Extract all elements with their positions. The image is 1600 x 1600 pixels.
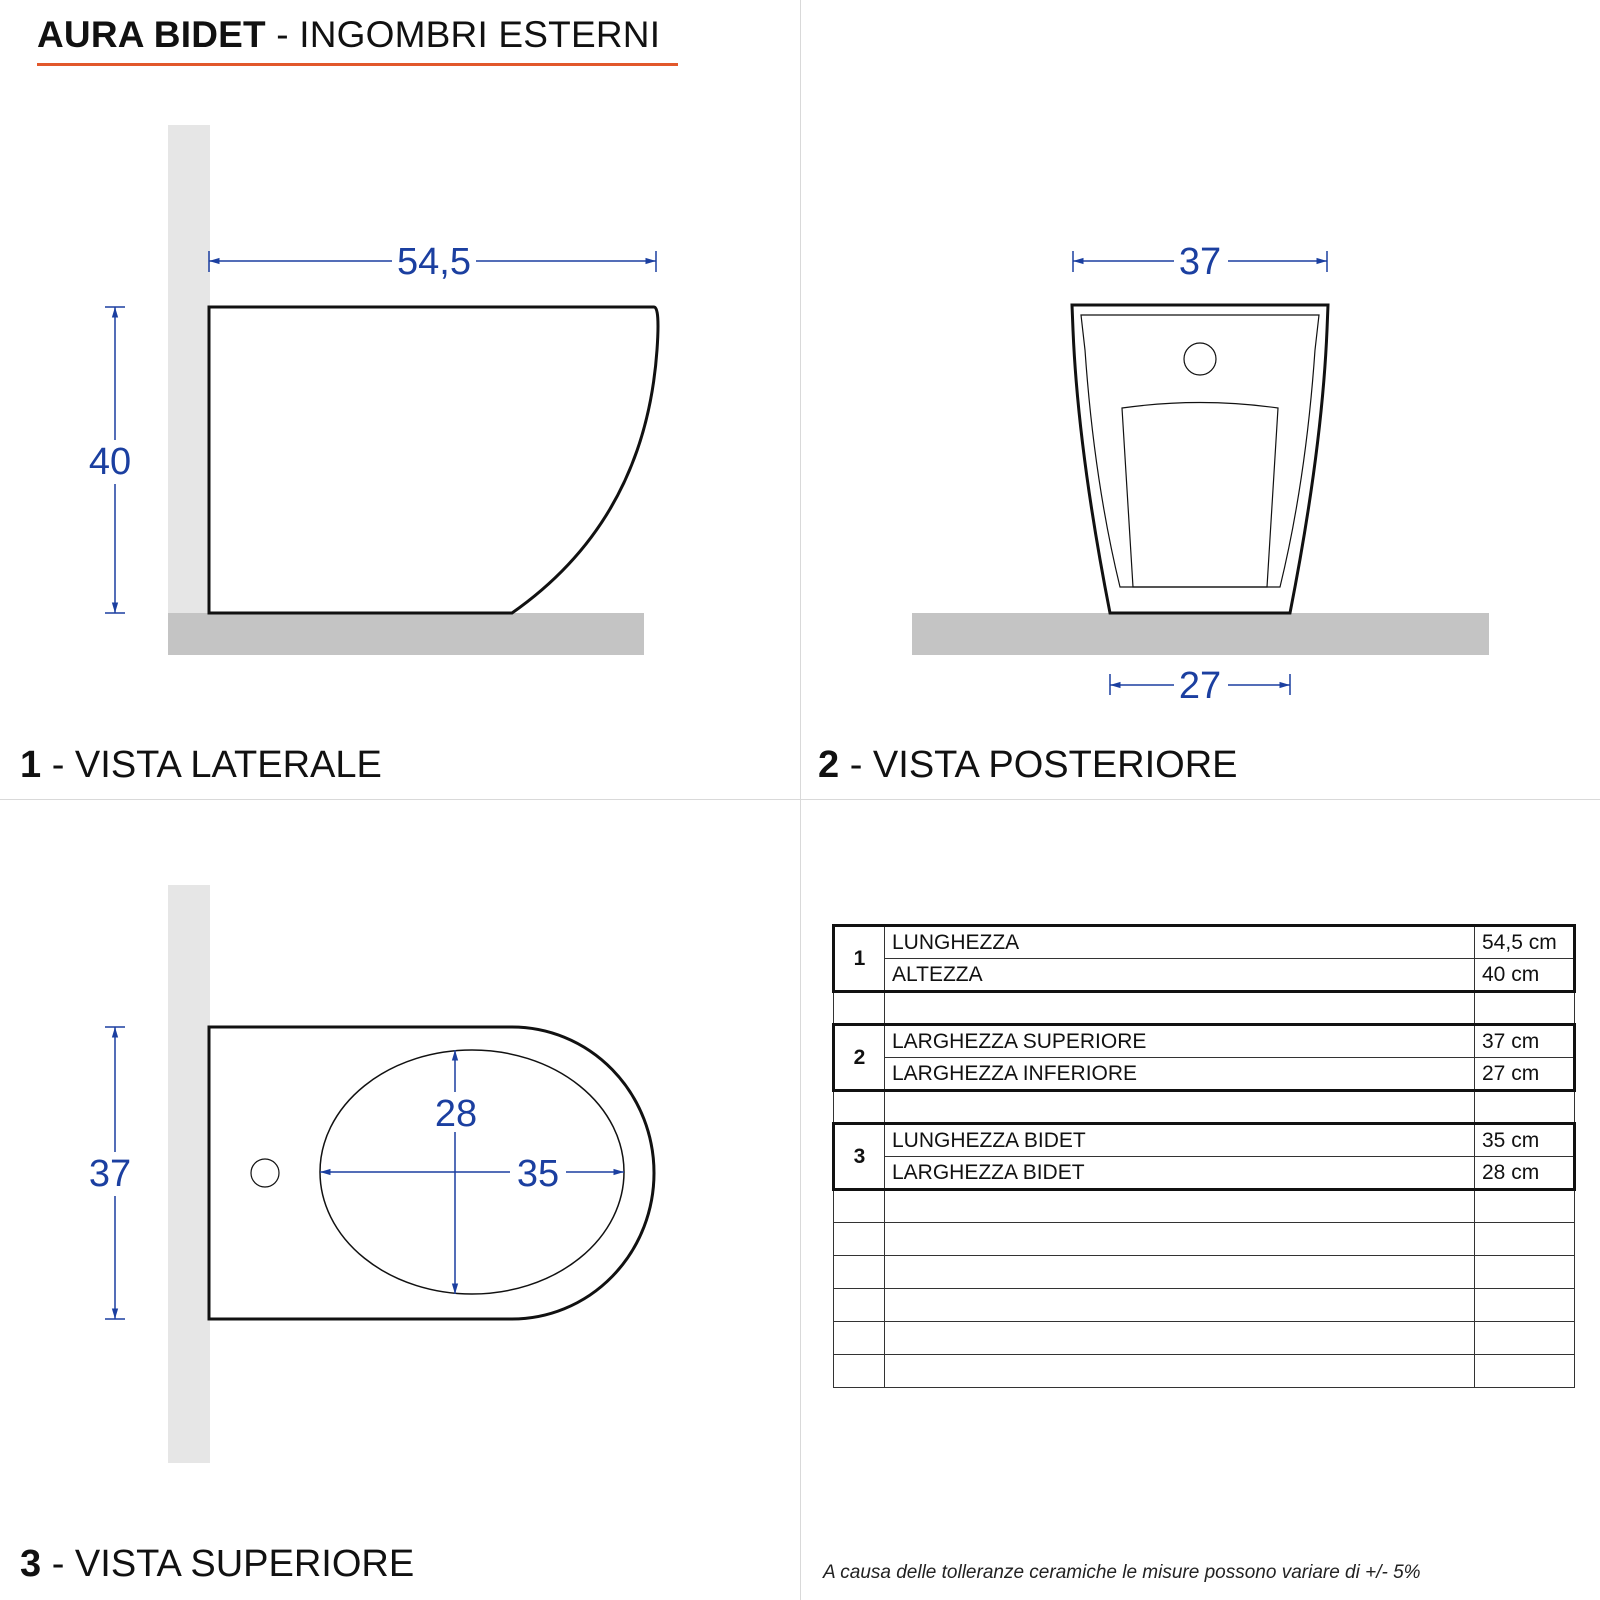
rear-view <box>912 240 1489 707</box>
floor <box>912 613 1489 655</box>
row-label: LARGHEZZA INFERIORE <box>885 1058 1475 1091</box>
top-width-label: 37 <box>1178 241 1222 283</box>
top-view <box>86 885 654 1463</box>
dimensions-table <box>832 924 1576 1388</box>
table-row-empty <box>834 1256 1575 1289</box>
table-row-empty <box>834 1091 1575 1124</box>
row-value: 40 cm <box>1475 959 1575 992</box>
table-row-empty <box>834 1223 1575 1256</box>
product-name: AURA BIDET <box>37 14 266 55</box>
view-label-side: 1 - VISTA LATERALE <box>20 744 382 786</box>
wall <box>168 125 210 613</box>
side-view <box>86 125 658 655</box>
height-label: 40 <box>88 441 132 483</box>
length-label: 54,5 <box>397 241 471 283</box>
group-number: 1 <box>834 926 885 992</box>
row-label: LUNGHEZZA <box>885 926 1475 959</box>
wall <box>168 885 210 1463</box>
table-row <box>834 1157 1575 1190</box>
row-label: LUNGHEZZA BIDET <box>885 1124 1475 1157</box>
view-label-top: 3 - VISTA SUPERIORE <box>20 1543 415 1585</box>
table-row <box>834 1124 1575 1157</box>
bidet-side-outline <box>209 307 658 613</box>
bowl-length-label: 35 <box>516 1153 560 1195</box>
row-label: LARGHEZZA SUPERIORE <box>885 1025 1475 1058</box>
group-number: 2 <box>834 1025 885 1091</box>
tap-hole-icon <box>1184 343 1216 375</box>
table-row <box>834 926 1575 959</box>
floor <box>168 613 644 655</box>
table-row <box>834 1025 1575 1058</box>
table-row-empty <box>834 1355 1575 1388</box>
bowl-width-label: 28 <box>434 1093 478 1135</box>
table-row <box>834 959 1575 992</box>
row-value: 35 cm <box>1475 1124 1575 1157</box>
row-value: 37 cm <box>1475 1025 1575 1058</box>
table-row-empty <box>834 1322 1575 1355</box>
row-value: 54,5 cm <box>1475 926 1575 959</box>
row-label: ALTEZZA <box>885 959 1475 992</box>
top-width-label: 37 <box>88 1153 132 1195</box>
view-label-rear: 2 - VISTA POSTERIORE <box>818 744 1238 786</box>
table-row-empty <box>834 992 1575 1025</box>
table-row <box>834 1058 1575 1091</box>
bottom-width-label: 27 <box>1178 665 1222 707</box>
tap-hole-icon <box>251 1159 279 1187</box>
row-value: 28 cm <box>1475 1157 1575 1190</box>
row-value: 27 cm <box>1475 1058 1575 1091</box>
table-row-empty <box>834 1289 1575 1322</box>
row-label: LARGHEZZA BIDET <box>885 1157 1475 1190</box>
group-number: 3 <box>834 1124 885 1190</box>
title-subtitle: - INGOMBRI ESTERNI <box>265 14 661 55</box>
table-row-empty <box>834 1190 1575 1223</box>
tolerance-note: A causa delle tolleranze ceramiche le misure possono variare di +/- 5% <box>823 1562 1421 1583</box>
